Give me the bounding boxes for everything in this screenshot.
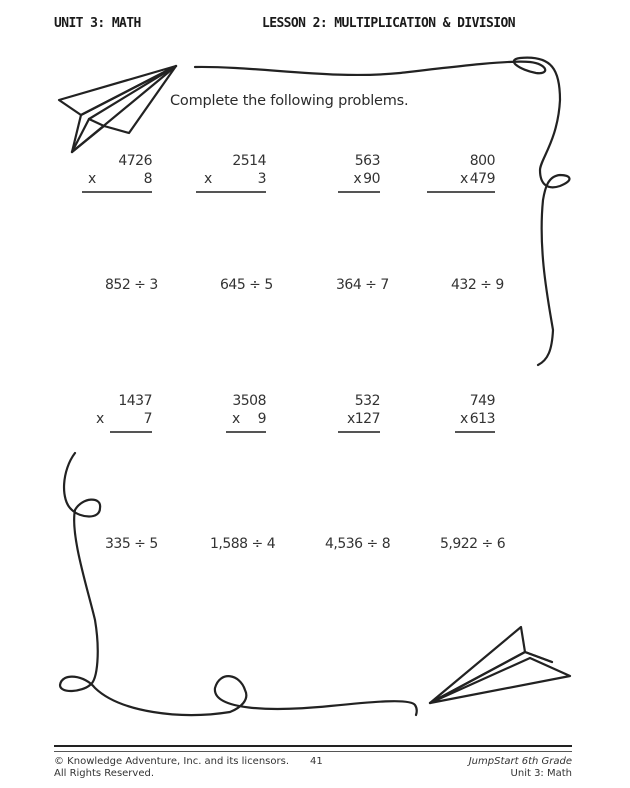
answer-line — [455, 431, 495, 433]
multiplier: 8 — [143, 171, 152, 187]
multiplication-problem — [82, 392, 152, 433]
multiplication-problem — [82, 152, 152, 193]
multiplicand: 4726 — [118, 153, 152, 169]
multiplicand: 749 — [469, 393, 495, 409]
multiplication-problem — [196, 152, 266, 193]
bottom-left-swirl — [60, 453, 417, 715]
answer-line — [338, 191, 380, 193]
multiplier: 9 — [257, 411, 266, 427]
paper-plane-icon — [430, 627, 570, 703]
multiplicand: 800 — [469, 153, 495, 169]
multiplicand: 3508 — [232, 393, 266, 409]
multiplier: 479 — [469, 171, 495, 187]
multiplicand: 2514 — [232, 153, 266, 169]
division-problem: 364 ÷ 7 — [336, 277, 389, 293]
page-number: 41 — [310, 756, 323, 767]
multiplication-problem — [196, 392, 266, 433]
instructions: Complete the following problems. — [170, 93, 409, 109]
answer-line — [110, 431, 152, 433]
division-problem: 4,536 ÷ 8 — [325, 536, 391, 552]
multiplier: 7 — [143, 411, 152, 427]
multiplicand: 563 — [354, 153, 380, 169]
division-problem: 432 ÷ 9 — [451, 277, 504, 293]
multiplier: 127 — [354, 411, 380, 427]
operator: x — [459, 411, 468, 427]
paper-plane-icon — [59, 66, 176, 152]
operator: x — [459, 171, 468, 187]
answer-line — [338, 431, 380, 433]
multiplier: 90 — [363, 171, 380, 187]
answer-line — [226, 431, 266, 433]
division-problem: 335 ÷ 5 — [105, 536, 158, 552]
division-problem: 645 ÷ 5 — [220, 277, 273, 293]
multiplicand: 1437 — [118, 393, 152, 409]
multiplier: 613 — [469, 411, 495, 427]
multiplication-problem — [310, 392, 380, 433]
division-problem: 852 ÷ 3 — [105, 277, 158, 293]
operator: x — [88, 171, 96, 187]
operator: x — [232, 411, 240, 427]
footer-divider — [54, 751, 572, 752]
multiplication-problem — [310, 152, 380, 193]
lesson-header: LESSON 2: MULTIPLICATION & DIVISION — [262, 15, 515, 32]
product-name: JumpStart 6th Grade — [468, 756, 572, 767]
footer-divider — [54, 745, 572, 747]
operator: x — [96, 411, 104, 427]
multiplier: 3 — [257, 171, 266, 187]
rights-text: All Rights Reserved. — [54, 768, 155, 779]
footer-unit: Unit 3: Math — [510, 768, 572, 779]
multiplication-problem — [425, 392, 495, 433]
multiplicand: 532 — [354, 393, 380, 409]
answer-line — [196, 191, 266, 193]
operator: x — [204, 171, 212, 187]
division-problem: 5,922 ÷ 6 — [440, 536, 506, 552]
multiplication-problem — [425, 152, 495, 193]
copyright-text: © Knowledge Adventure, Inc. and its licensors. — [54, 756, 290, 767]
answer-line — [82, 191, 152, 193]
operator: x — [346, 411, 355, 427]
unit-header: UNIT 3: MATH — [54, 15, 141, 32]
operator: x — [353, 171, 362, 187]
answer-line — [427, 191, 495, 193]
division-problem: 1,588 ÷ 4 — [210, 536, 276, 552]
